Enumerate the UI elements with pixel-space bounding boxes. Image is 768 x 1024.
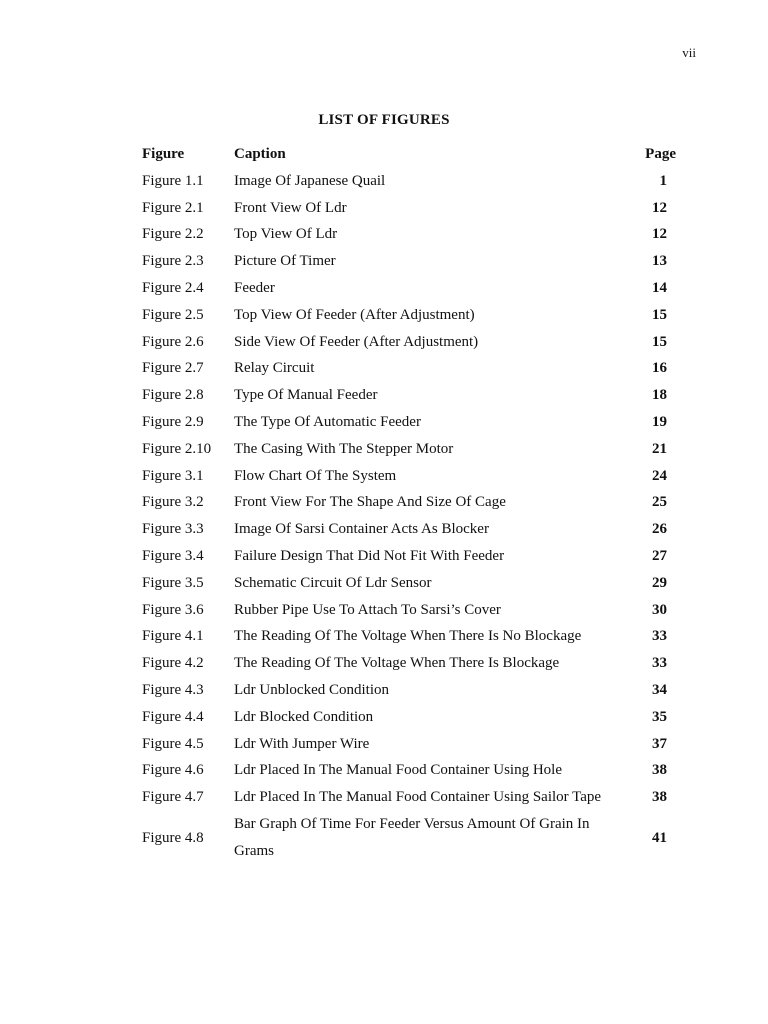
figure-number: Figure 2.9 bbox=[142, 413, 204, 430]
figure-caption: Flow Chart Of The System bbox=[234, 467, 397, 484]
figure-page: 38 bbox=[652, 789, 667, 806]
figure-number: Figure 3.3 bbox=[142, 521, 204, 538]
figure-number: Figure 4.1 bbox=[142, 628, 204, 645]
table-row bbox=[142, 409, 682, 436]
table-row bbox=[142, 570, 682, 597]
figure-number: Figure 3.4 bbox=[142, 547, 204, 564]
figure-page: 15 bbox=[652, 333, 667, 350]
figure-page: 29 bbox=[652, 574, 667, 591]
figure-caption: Top View Of Ldr bbox=[234, 226, 338, 243]
figure-number: Figure 1.1 bbox=[142, 172, 204, 189]
figure-caption: Ldr With Jumper Wire bbox=[234, 735, 370, 752]
figure-page: 37 bbox=[652, 735, 667, 752]
figure-caption: Ldr Unblocked Condition bbox=[234, 681, 389, 698]
figure-number: Figure 2.3 bbox=[142, 253, 204, 270]
figure-page: 35 bbox=[652, 708, 667, 725]
figure-caption: Type Of Manual Feeder bbox=[234, 387, 378, 404]
table-row bbox=[142, 221, 682, 248]
table-body bbox=[142, 168, 682, 865]
table-row bbox=[142, 195, 682, 222]
figure-page: 34 bbox=[652, 681, 667, 698]
figure-number: Figure 4.4 bbox=[142, 708, 204, 725]
table-row bbox=[142, 623, 682, 650]
figure-caption: The Type Of Automatic Feeder bbox=[234, 413, 421, 430]
figure-caption: Image Of Sarsi Container Acts As Blocker bbox=[234, 521, 489, 538]
table-row bbox=[142, 382, 682, 409]
figure-page: 25 bbox=[652, 494, 667, 511]
table-row bbox=[142, 248, 682, 275]
figure-caption: Front View For The Shape And Size Of Cage bbox=[234, 494, 506, 511]
figure-caption: Ldr Placed In The Manual Food Container Using Hole bbox=[234, 762, 562, 779]
figure-caption: The Casing With The Stepper Motor bbox=[234, 440, 454, 457]
table-row bbox=[142, 329, 682, 356]
table-row bbox=[142, 436, 682, 463]
table-row bbox=[142, 650, 682, 677]
figure-number: Figure 2.7 bbox=[142, 360, 204, 377]
table-header bbox=[142, 141, 682, 168]
table-row bbox=[142, 168, 682, 195]
figure-page: 12 bbox=[652, 199, 667, 216]
table-row bbox=[142, 463, 682, 490]
figure-page: 21 bbox=[652, 440, 667, 457]
figure-page: 33 bbox=[652, 655, 667, 672]
page-title: LIST OF FIGURES bbox=[318, 112, 450, 128]
figure-caption: The Reading Of The Voltage When There Is No Blockage bbox=[234, 628, 582, 645]
figure-page: 16 bbox=[652, 360, 667, 377]
figure-page: 14 bbox=[652, 279, 667, 296]
figure-caption: Picture Of Timer bbox=[234, 253, 336, 270]
figure-number: Figure 2.1 bbox=[142, 199, 204, 216]
table-row bbox=[142, 811, 682, 865]
figure-number: Figure 2.2 bbox=[142, 226, 204, 243]
figure-caption: Bar Graph Of Time For Feeder Versus Amount Of Grain In Grams bbox=[234, 815, 590, 859]
figure-page: 38 bbox=[652, 762, 667, 779]
table-row bbox=[142, 302, 682, 329]
figure-page: 19 bbox=[652, 413, 667, 430]
figure-caption: The Reading Of The Voltage When There Is Blockage bbox=[234, 655, 560, 672]
table-row bbox=[142, 543, 682, 570]
table-row bbox=[142, 757, 682, 784]
table-row bbox=[142, 275, 682, 302]
figure-page: 18 bbox=[652, 387, 667, 404]
figure-caption: Feeder bbox=[234, 279, 275, 296]
figure-number: Figure 3.5 bbox=[142, 574, 204, 591]
figure-page: 1 bbox=[659, 172, 667, 189]
header-caption: Caption bbox=[234, 146, 286, 162]
figure-number: Figure 2.5 bbox=[142, 306, 204, 323]
figure-number: Figure 3.2 bbox=[142, 494, 204, 511]
figure-caption: Rubber Pipe Use To Attach To Sarsi’s Cover bbox=[234, 601, 501, 618]
figure-caption: Failure Design That Did Not Fit With Feeder bbox=[234, 547, 505, 564]
figure-caption: Top View Of Feeder (After Adjustment) bbox=[234, 306, 475, 323]
table-row bbox=[142, 516, 682, 543]
figure-number: Figure 4.3 bbox=[142, 681, 204, 698]
figure-number: Figure 2.6 bbox=[142, 333, 204, 350]
figure-number: Figure 4.2 bbox=[142, 655, 204, 672]
figure-caption: Image Of Japanese Quail bbox=[234, 172, 386, 189]
figure-number: Figure 4.8 bbox=[142, 829, 204, 846]
figure-page: 30 bbox=[652, 601, 667, 618]
list-of-figures-table bbox=[142, 141, 682, 865]
table-row bbox=[142, 597, 682, 624]
figure-number: Figure 4.7 bbox=[142, 789, 204, 806]
figure-number: Figure 4.5 bbox=[142, 735, 204, 752]
figure-page: 41 bbox=[652, 829, 667, 846]
table-row bbox=[142, 489, 682, 516]
table-row bbox=[142, 677, 682, 704]
table-row bbox=[142, 355, 682, 382]
page-number: vii bbox=[682, 45, 696, 60]
figure-caption: Side View Of Feeder (After Adjustment) bbox=[234, 333, 479, 350]
figure-page: 13 bbox=[652, 253, 667, 270]
figure-page: 33 bbox=[652, 628, 667, 645]
figure-number: Figure 2.8 bbox=[142, 387, 204, 404]
figure-page: 26 bbox=[652, 521, 667, 538]
figure-page: 12 bbox=[652, 226, 667, 243]
header-page: Page bbox=[645, 146, 676, 162]
figure-caption: Ldr Blocked Condition bbox=[234, 708, 374, 725]
figure-page: 27 bbox=[652, 547, 667, 564]
figure-number: Figure 3.1 bbox=[142, 467, 204, 484]
figure-number: Figure 4.6 bbox=[142, 762, 204, 779]
figure-caption: Ldr Placed In The Manual Food Container Using Sailor Tape bbox=[234, 789, 602, 806]
figure-page: 15 bbox=[652, 306, 667, 323]
header-figure: Figure bbox=[142, 146, 185, 162]
figure-page: 24 bbox=[652, 467, 667, 484]
figure-caption: Relay Circuit bbox=[234, 360, 315, 377]
figure-number: Figure 2.4 bbox=[142, 279, 204, 296]
figure-caption: Front View Of Ldr bbox=[234, 199, 347, 216]
figure-number: Figure 2.10 bbox=[142, 440, 212, 457]
table-row bbox=[142, 731, 682, 758]
table-row bbox=[142, 704, 682, 731]
figure-caption: Schematic Circuit Of Ldr Sensor bbox=[234, 574, 432, 591]
table-row bbox=[142, 784, 682, 811]
figure-number: Figure 3.6 bbox=[142, 601, 204, 618]
